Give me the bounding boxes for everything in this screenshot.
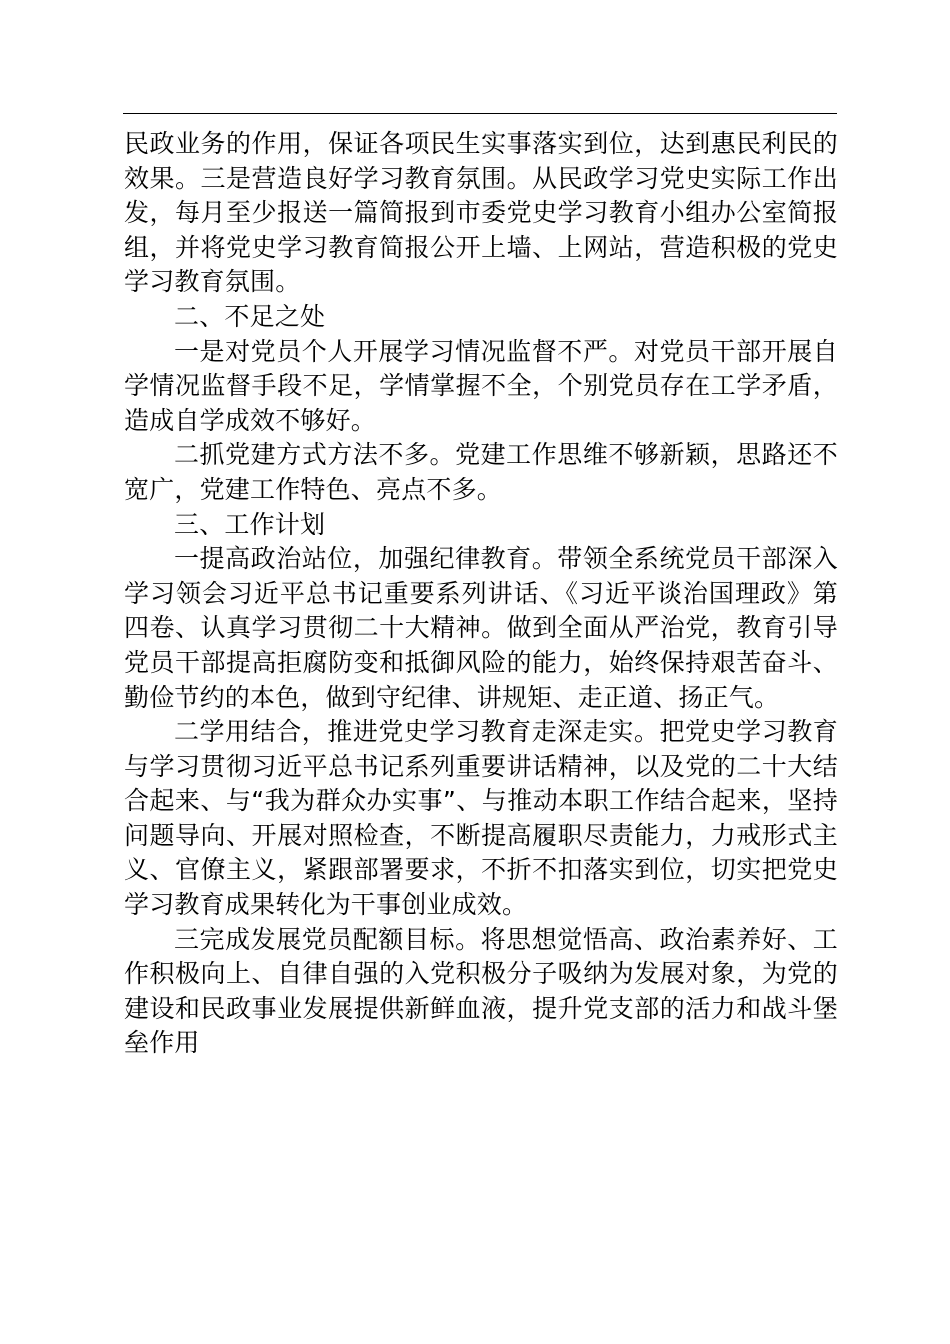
header-rule (123, 113, 837, 114)
section-heading-shortcomings: 二、不足之处 (174, 301, 326, 331)
paragraph-plan-2: 二学用结合，推进党史学习教育走深走实。把党史学习教育与学习贯彻习近平总书记系列重要讲话精神，以及党的二十大结合起来、与“我为群众办实事”、与推动本职工作结合起来，坚持问题导向、开展对照检查，不断提高履职尽责能力，力戒形式主义、官僚主义，紧跟部署要求，不折不扣落实到位，切实把党史学习教育成果转化为干事创业成效。 (124, 717, 838, 920)
paragraph-shortcoming-2: 二抓党建方式方法不多。党建工作思维不够新颖，思路还不宽广，党建工作特色、亮点不多。 (124, 440, 838, 504)
section-heading-work-plan: 三、工作计划 (174, 509, 326, 539)
paragraph-plan-1: 一提高政治站位，加强纪律教育。带领全系统党员干部深入学习领会习近平总书记重要系列讲话、《习近平谈治国理政》第四卷、认真学习贯彻二十大精神。做到全面从严治党，教育引导党员干部提高拒腐防变和抵御风险的能力，始终保持艰苦奋斗、勤俭节约的本色，做到守纪律、讲规矩、走正道、扬正气。 (124, 544, 838, 712)
paragraph-plan-3: 三完成发展党员配额目标。将思想觉悟高、政治素养好、工作积极向上、自律自强的入党积极分子吸纳为发展对象，为党的建设和民政事业发展提供新鲜血液，提升党支部的活力和战斗堡垒作用 (124, 924, 838, 1058)
paragraph-shortcoming-1: 一是对党员个人开展学习情况监督不严。对党员干部开展自学情况监督手段不足，学情掌握不全，个别党员存在工学矛盾，造成自学成效不够好。 (124, 336, 838, 435)
paragraph-continuation: 民政业务的作用，保证各项民生实事落实到位，达到惠民利民的效果。三是营造良好学习教育氛围。从民政学习党史实际工作出发，每月至少报送一篇简报到市委党史学习教育小组办公室简报组，并将党史学习教育简报公开上墙、上网站，营造积极的党史学习教育氛围。 (124, 129, 838, 297)
document-body (124, 127, 838, 1061)
